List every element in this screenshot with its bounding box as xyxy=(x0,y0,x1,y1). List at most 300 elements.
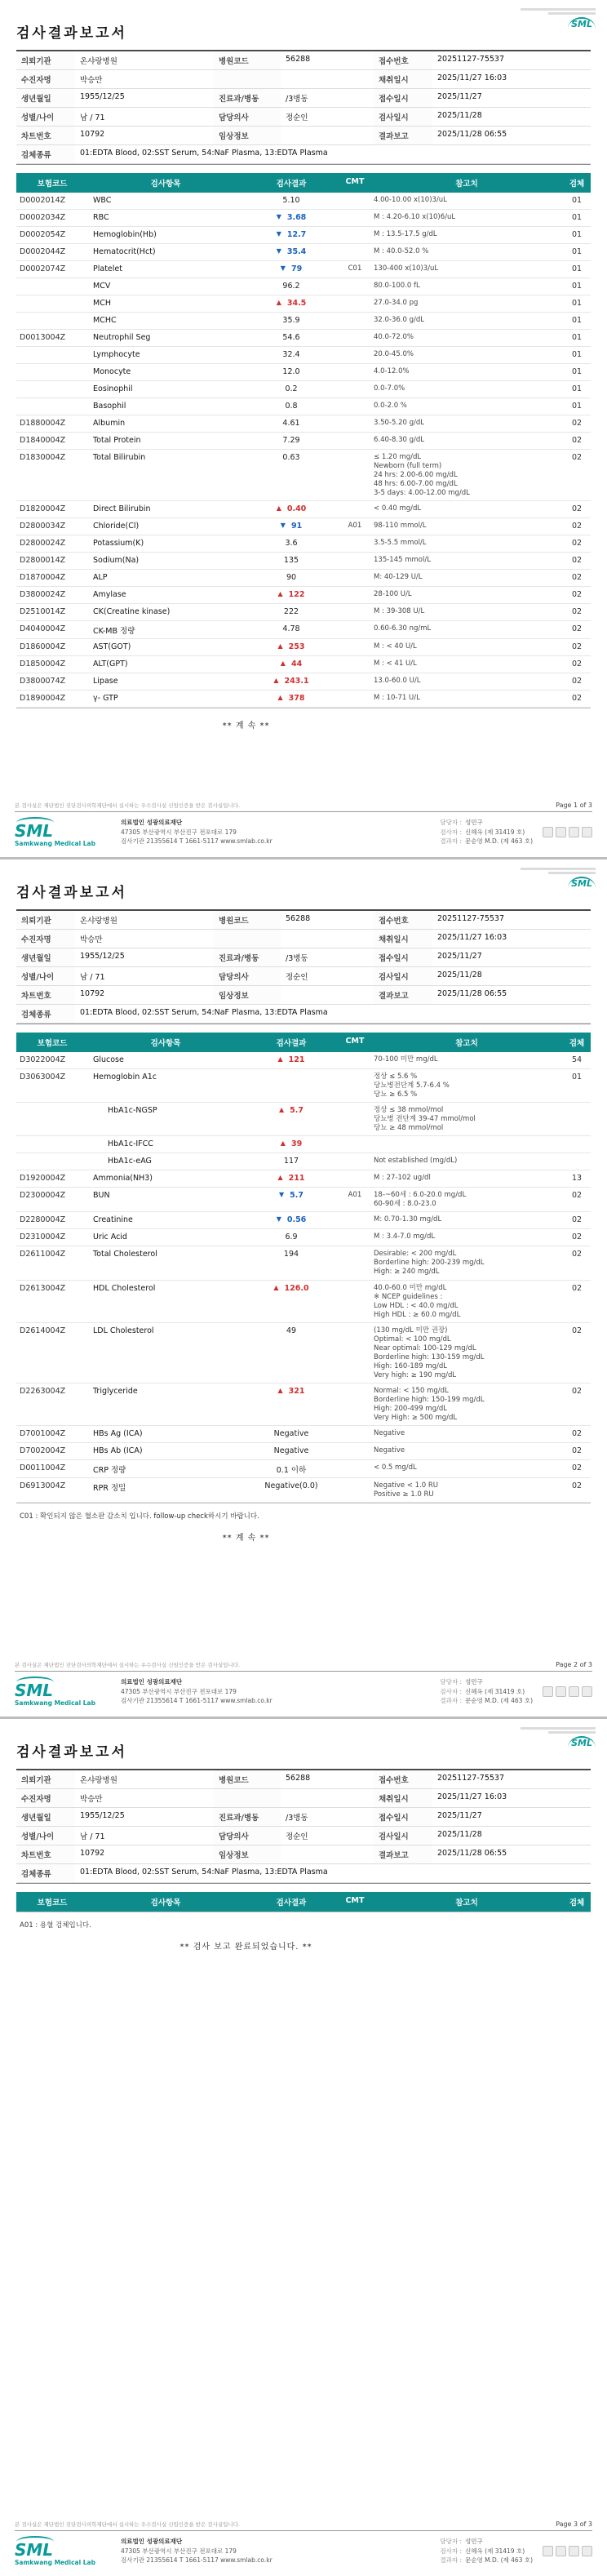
corner-block xyxy=(521,1725,596,1749)
cell-test-name: MCHC xyxy=(93,316,117,325)
info-label: 수진자명 xyxy=(16,1789,75,1808)
info-value: 1955/12/25 xyxy=(75,1808,214,1827)
reference-line: Negative xyxy=(374,1446,405,1455)
table-row xyxy=(16,1153,591,1170)
reference-line: 20.0-45.0% xyxy=(374,350,414,358)
cert-mark-icon xyxy=(582,2546,592,2556)
cell-insurance-code: D2613004Z xyxy=(20,1283,66,1293)
table-row xyxy=(16,381,591,398)
info-value: 10792 xyxy=(75,127,214,145)
result-value: 6.9 xyxy=(285,1232,298,1242)
certification-text: 본 검사실은 재단법인 진단검사의학재단에서 실시하는 우수검사실 신임인증을 받은 검사실입니다. xyxy=(15,2521,241,2528)
cell-result xyxy=(243,1463,339,1475)
flag-up-icon: ▲ xyxy=(276,299,281,306)
cell-specimen-code: 01 xyxy=(571,316,583,325)
page-title: 검사결과보고서 xyxy=(16,1744,127,1761)
staff-line xyxy=(440,828,533,837)
cell-insurance-code: D1830004Z xyxy=(20,453,66,462)
cell-specimen-code: 01 xyxy=(571,333,583,342)
sml-logo xyxy=(15,1677,111,1707)
cell-insurance-code: D2800034Z xyxy=(20,522,66,531)
reference-line: M: 40-129 U/L xyxy=(374,573,423,582)
info-label: 결과보고 xyxy=(374,127,432,145)
staff-line xyxy=(440,2537,533,2547)
cell-test-name: Ammonia(NH3) xyxy=(93,1174,153,1184)
cell-insurance-code: D2300004Z xyxy=(20,1191,66,1201)
cell-result xyxy=(243,1387,339,1396)
reference-line: High: 160-189 mg/dL xyxy=(374,1361,447,1370)
table-row xyxy=(16,398,591,415)
organization-name: 의료법인 성광의료재단 xyxy=(121,819,183,827)
staff-line xyxy=(440,1677,533,1687)
report-page xyxy=(0,1719,607,2576)
cell-specimen-code: 01 xyxy=(571,402,583,411)
cell-insurance-code: D2263004Z xyxy=(20,1386,66,1396)
cell-insurance-code: D3800024Z xyxy=(20,590,66,600)
reference-line: Low HDL : < 40.0 mg/dL xyxy=(374,1301,459,1310)
cell-specimen-code: 01 xyxy=(571,264,583,273)
info-value xyxy=(281,1789,374,1808)
table-row xyxy=(16,1069,591,1103)
page-footer xyxy=(15,1661,592,1707)
cell-specimen-code: 02 xyxy=(571,1232,583,1242)
cell-insurance-code: D2611004Z xyxy=(20,1250,66,1259)
reference-line: 28-100 U/L xyxy=(374,590,412,599)
info-value xyxy=(281,1845,374,1864)
info-value: 2025/11/28 xyxy=(432,967,591,986)
reference-line: M : 40.0-52.0 % xyxy=(374,247,429,255)
cell-reference xyxy=(370,316,563,325)
flag-down-icon: ▼ xyxy=(279,1191,285,1199)
column-header: 검체 xyxy=(569,1899,585,1908)
cell-test-name: ALT(GPT) xyxy=(93,660,128,669)
cell-test-name: Total Bilirubin xyxy=(93,453,146,462)
table-row xyxy=(16,1229,591,1246)
staff-line xyxy=(440,2547,533,2556)
cell-reference xyxy=(370,333,563,342)
reference-line: Newborn (full term) xyxy=(374,462,442,471)
info-value xyxy=(281,127,374,145)
table-row xyxy=(16,210,591,227)
cell-result xyxy=(243,1055,339,1064)
continuation-text: ** 계 속 ** xyxy=(222,722,270,731)
cell-insurance-code: D7001004Z xyxy=(20,1429,66,1439)
reference-line: M : 4.20-6.10 x(10)6/uL xyxy=(374,213,456,221)
cell-specimen-code: 01 xyxy=(571,299,583,308)
cell-insurance-code: D4040004Z xyxy=(20,624,66,634)
reference-line: 정상 ≤ 5.6 % xyxy=(374,1073,418,1081)
info-label: 차트번호 xyxy=(16,1845,75,1864)
info-label: 접수일시 xyxy=(374,89,432,108)
info-value xyxy=(281,930,374,948)
staff-label: 결과자 : xyxy=(440,837,463,846)
cell-reference xyxy=(370,1463,563,1472)
result-value: 49 xyxy=(286,1326,297,1335)
table-row xyxy=(16,621,591,639)
contact-line: 검사기관 21355614 T 1661-5117 www.smlab.co.kr xyxy=(121,2556,272,2565)
result-value: 3.6 xyxy=(285,539,298,549)
reference-line: 0.60-6.30 ng/mL xyxy=(374,624,432,633)
logo-text: SML xyxy=(15,1681,54,1700)
table-row xyxy=(16,1478,591,1503)
flag-up-icon: ▲ xyxy=(277,694,283,702)
result-value: 91 xyxy=(290,522,303,531)
flag-up-icon: ▲ xyxy=(277,1174,283,1182)
reference-line: 40.0-72.0% xyxy=(374,333,414,341)
cell-test-name: Albumin xyxy=(93,419,126,428)
info-label: 병원코드 xyxy=(214,1770,281,1789)
cert-row xyxy=(15,1661,592,1668)
reference-line: M : 3.4-7.0 mg/dL xyxy=(374,1232,436,1241)
cell-test-name: LDL Cholesterol xyxy=(93,1326,154,1335)
info-value: 1955/12/25 xyxy=(75,948,214,967)
cell-cmt: C01 xyxy=(348,264,362,273)
sml-mini-logo-icon: SML xyxy=(568,17,596,29)
certification-marks xyxy=(543,827,592,837)
column-header: 참고치 xyxy=(455,1039,478,1048)
staff-name: 신혜옥 (제 31419 호) xyxy=(465,828,525,836)
info-value: 정순인 xyxy=(281,1827,374,1845)
table-row xyxy=(16,1136,591,1153)
table-row xyxy=(16,313,591,330)
info-value: 10792 xyxy=(75,986,214,1005)
corner-fineprint xyxy=(548,872,596,874)
column-header: 검사항목 xyxy=(150,1899,181,1908)
cell-insurance-code: D3022004Z xyxy=(20,1055,66,1064)
footer-content xyxy=(15,1677,592,1707)
cell-test-name: Triglyceride xyxy=(93,1386,138,1396)
info-value: 온샤랑병원 xyxy=(75,51,214,70)
cell-insurance-code: D0002034Z xyxy=(20,213,66,222)
info-label: 임상정보 xyxy=(214,127,281,145)
info-value-specimen: 01:EDTA Blood, 02:SST Serum, 54:NaF Plasma, 13:EDTA Plasma xyxy=(75,1005,591,1024)
cert-mark-icon xyxy=(569,1686,579,1697)
info-value: 정순인 xyxy=(281,967,374,986)
info-value: 2025/11/28 06:55 xyxy=(432,1845,591,1864)
cell-result xyxy=(243,230,339,239)
reference-line: 당뇨병 전단계 39-47 mmol/mol xyxy=(374,1115,476,1124)
cell-test-name: CRP 정량 xyxy=(93,1466,126,1476)
info-value: 20251127-75537 xyxy=(432,1770,591,1789)
staff-label: 결과자 : xyxy=(440,1697,463,1705)
certification-text: 본 검사실은 재단법인 진단검사의학재단에서 실시하는 우수검사실 신임인증을 받은 검사실입니다. xyxy=(15,802,241,809)
info-label: 채취일시 xyxy=(374,930,432,948)
result-value: 96.2 xyxy=(282,282,300,291)
reference-line: Negative xyxy=(374,1429,405,1438)
page-title: 검사결과보고서 xyxy=(16,885,127,901)
reference-line: Borderline high: 130-159 mg/dL xyxy=(374,1352,485,1361)
cell-result xyxy=(243,694,339,703)
organization-name: 의료법인 성광의료재단 xyxy=(121,1678,183,1686)
cell-test-name: AST(GOT) xyxy=(93,642,131,652)
cell-result xyxy=(243,1326,339,1335)
cert-mark-icon xyxy=(556,827,566,837)
page-footer xyxy=(15,2520,592,2566)
info-label: 성별/나이 xyxy=(16,1827,75,1845)
address-line: 47305 부산광역시 부산진구 전포대로 179 xyxy=(121,2547,237,2555)
cell-result xyxy=(243,1215,339,1224)
reference-line: Very high: ≥ 190 mg/dL xyxy=(374,1370,457,1379)
cell-test-name: Lipase xyxy=(93,677,118,686)
cell-test-name: CK(Creatine kinase) xyxy=(93,607,171,617)
reference-line: 0.0-7.0% xyxy=(374,384,405,393)
reference-line: 13.0-60.0 U/L xyxy=(374,677,421,686)
column-header: CMT xyxy=(345,177,365,186)
info-value: 2025/11/27 xyxy=(432,89,591,108)
cell-specimen-code: 02 xyxy=(571,1463,583,1473)
cell-insurance-code: D1890004Z xyxy=(20,694,66,704)
cell-reference xyxy=(370,590,563,599)
result-value: 3.68 xyxy=(286,213,307,222)
table-row xyxy=(16,535,591,553)
staff-label: 검사자 : xyxy=(440,2547,463,2555)
info-value xyxy=(281,70,374,89)
table-row xyxy=(16,227,591,244)
result-value: 126.0 xyxy=(284,1283,309,1293)
reference-line: Not established (mg/dL) xyxy=(374,1157,458,1166)
cell-test-name: Potassium(K) xyxy=(93,539,144,549)
reference-line: M : < 40 U/L xyxy=(374,642,417,651)
result-value: 7.29 xyxy=(282,436,300,445)
footer-address xyxy=(121,818,430,846)
cell-specimen-code: 02 xyxy=(571,1250,583,1259)
table-row xyxy=(16,1188,591,1212)
column-header: 참고치 xyxy=(455,180,478,189)
table-row xyxy=(16,1426,591,1443)
info-label: 생년월일 xyxy=(16,89,75,108)
reference-line: 정상 ≤ 38 mmol/mol xyxy=(374,1106,444,1115)
cell-test-name: HbA1c-NGSP xyxy=(108,1106,157,1116)
results-table xyxy=(16,1033,591,1503)
cell-specimen-code: 02 xyxy=(571,590,583,600)
table-row xyxy=(16,261,591,278)
result-value: 135 xyxy=(283,556,299,566)
table-row xyxy=(16,1460,591,1478)
report-page xyxy=(0,859,607,1717)
result-value: 54.6 xyxy=(282,333,300,342)
logo-subtext: Samkwang Medical Lab xyxy=(15,2559,95,2566)
cell-test-name: Lymphocyte xyxy=(93,350,140,359)
cell-reference xyxy=(370,384,563,393)
cell-reference xyxy=(370,504,563,513)
result-value: 4.78 xyxy=(282,624,300,634)
table-row xyxy=(16,295,591,313)
reference-line: 130-400 x(10)3/uL xyxy=(374,264,439,273)
staff-line xyxy=(440,1696,533,1706)
flag-down-icon: ▼ xyxy=(280,264,286,272)
footer-divider xyxy=(15,2530,592,2531)
cell-specimen-code: 01 xyxy=(571,1073,583,1081)
cell-test-name: HbA1c-eAG xyxy=(108,1157,152,1166)
cell-test-name: Direct Bilirubin xyxy=(93,504,151,514)
cell-test-name: RBC xyxy=(93,213,109,222)
result-value: 44 xyxy=(290,660,303,669)
cell-reference xyxy=(370,1106,563,1133)
reference-line: 4.00-10.00 x(10)3/uL xyxy=(374,196,447,204)
result-value: 243.1 xyxy=(284,677,309,686)
reference-line: 18-~60세 : 6.0-20.0 mg/dL xyxy=(374,1191,467,1200)
info-label: 진료과/병동 xyxy=(214,948,281,967)
cell-insurance-code: D1920004Z xyxy=(20,1174,66,1184)
reference-line: 98-110 mmol/L xyxy=(374,522,427,531)
footer-staff xyxy=(440,818,533,846)
info-value: 20251127-75537 xyxy=(432,911,591,930)
cell-specimen-code: 01 xyxy=(571,384,583,393)
staff-line xyxy=(440,2556,533,2565)
cell-insurance-code: D1860004Z xyxy=(20,642,66,652)
cell-specimen-code: 54 xyxy=(571,1055,583,1064)
result-value: 211 xyxy=(288,1174,305,1184)
info-label: 수진자명 xyxy=(16,70,75,89)
footer-staff xyxy=(440,1677,533,1706)
reference-line: ≤ 1.20 mg/dL xyxy=(374,453,422,461)
column-header: 참고치 xyxy=(455,1899,478,1908)
page-number: Page 2 of 3 xyxy=(556,1661,592,1668)
table-row xyxy=(16,1323,591,1383)
cell-reference xyxy=(370,1191,563,1209)
corner-fineprint xyxy=(521,868,596,870)
cell-insurance-code: D0002074Z xyxy=(20,264,66,273)
reference-line: ※ NCEP guidelines : xyxy=(374,1292,443,1301)
cell-specimen-code: 01 xyxy=(571,350,583,359)
corner-fineprint xyxy=(521,1727,596,1730)
cell-test-name: HBs Ag (ICA) xyxy=(93,1429,143,1439)
reference-line: Optimal: < 100 mg/dL xyxy=(374,1335,451,1344)
cell-result xyxy=(243,1157,339,1166)
cell-insurance-code: D0011004Z xyxy=(20,1463,66,1473)
staff-name: 성민구 xyxy=(465,2538,483,2546)
flag-up-icon: ▲ xyxy=(277,1386,283,1394)
cell-test-name: WBC xyxy=(93,196,112,205)
cell-reference xyxy=(370,1174,563,1183)
cert-mark-icon xyxy=(582,1686,592,1697)
table-row xyxy=(16,1212,591,1229)
cell-result xyxy=(243,1429,339,1438)
cell-reference xyxy=(370,350,563,359)
result-value: 5.7 xyxy=(290,1106,304,1116)
cell-result xyxy=(243,213,339,222)
info-value: 2025/11/27 xyxy=(432,1808,591,1827)
cell-reference xyxy=(370,660,563,668)
table-row xyxy=(16,1443,591,1460)
info-label: 의뢰기관 xyxy=(16,911,75,930)
sml-mini-logo-icon: SML xyxy=(568,1736,596,1748)
info-value: 남 / 71 xyxy=(75,967,214,986)
cert-mark-icon xyxy=(569,827,579,837)
reference-line: 4.0-12.0% xyxy=(374,367,410,375)
column-header: 보험코드 xyxy=(37,1039,68,1048)
cell-reference xyxy=(370,642,563,651)
result-value: 0.2 xyxy=(285,384,298,393)
table-row xyxy=(16,347,591,364)
cell-reference xyxy=(370,1215,563,1224)
cell-reference xyxy=(370,1055,563,1064)
cell-result xyxy=(243,642,339,651)
result-value: 378 xyxy=(288,694,305,704)
info-value: 2025/11/27 16:03 xyxy=(432,70,591,89)
continuation-text: ** 계 속 ** xyxy=(222,1534,270,1543)
reference-line: M : 10-71 U/L xyxy=(374,694,420,703)
certification-text: 본 검사실은 재단법인 진단검사의학재단에서 실시하는 우수검사실 신임인증을 받은 검사실입니다. xyxy=(15,1662,241,1668)
cell-reference xyxy=(370,367,563,376)
result-value: 5.10 xyxy=(282,196,300,205)
cell-reference xyxy=(370,1232,563,1241)
page-title: 검사결과보고서 xyxy=(16,25,127,42)
info-value: /3병동 xyxy=(281,948,374,967)
cell-test-name: BUN xyxy=(93,1191,110,1201)
staff-label: 담당자 : xyxy=(440,819,463,827)
cell-insurance-code: D1880004Z xyxy=(20,419,66,428)
info-label: 접수일시 xyxy=(374,948,432,967)
result-value: 79 xyxy=(290,264,303,273)
certification-marks xyxy=(543,2546,592,2556)
reference-line: 27.0-34.0 pg xyxy=(374,299,419,307)
info-label-specimen: 검체종류 xyxy=(16,1005,75,1024)
cell-result xyxy=(243,677,339,686)
info-label: 담당의사 xyxy=(214,108,281,127)
table-row xyxy=(16,1103,591,1136)
cell-specimen-code: 01 xyxy=(571,213,583,222)
table-row xyxy=(16,604,591,621)
info-value: 2025/11/27 16:03 xyxy=(432,1789,591,1808)
cell-result xyxy=(243,436,339,445)
cell-specimen-code: 02 xyxy=(571,1429,583,1439)
cell-reference xyxy=(370,1157,563,1166)
info-label: 검사일시 xyxy=(374,1827,432,1845)
result-value: 321 xyxy=(288,1386,305,1396)
result-value: 0.1 이하 xyxy=(276,1466,307,1476)
results-header-row xyxy=(16,173,591,193)
continuation-text: ** 검사 보고 완료되었습니다. ** xyxy=(179,1943,312,1952)
cell-result xyxy=(243,573,339,582)
cell-test-name: MCH xyxy=(93,299,111,308)
patient-info-table xyxy=(16,909,591,1024)
staff-label: 담당자 : xyxy=(440,2538,463,2546)
result-value: 121 xyxy=(288,1055,305,1064)
info-label: 채취일시 xyxy=(374,70,432,89)
info-label xyxy=(214,1789,281,1808)
reference-line: 48 hrs: 6.00-7.00 mg/dL xyxy=(374,480,458,489)
cert-mark-icon xyxy=(543,2546,553,2556)
reference-line: 당뇨병전단계 5.7-6.4 % xyxy=(374,1081,450,1090)
footer-address xyxy=(121,1677,430,1706)
flag-up-icon: ▲ xyxy=(276,504,281,513)
result-value: 4.61 xyxy=(282,419,300,428)
table-row xyxy=(16,570,591,587)
info-label: 생년월일 xyxy=(16,1808,75,1827)
reference-line: 80.0-100.0 fL xyxy=(374,282,420,290)
result-value: 253 xyxy=(288,642,305,652)
sml-logo xyxy=(15,817,111,847)
cell-specimen-code: 02 xyxy=(571,677,583,686)
cell-reference xyxy=(370,436,563,445)
result-value: 12.7 xyxy=(286,230,307,239)
results-header-row xyxy=(16,1892,591,1912)
cell-specimen-code: 02 xyxy=(571,694,583,704)
info-label: 검사일시 xyxy=(374,108,432,127)
cell-insurance-code: D0013004Z xyxy=(20,333,66,342)
info-value: /3병동 xyxy=(281,89,374,108)
address-line: 47305 부산광역시 부산진구 전포대로 179 xyxy=(121,828,237,836)
result-value: Negative(0.0) xyxy=(264,1481,318,1491)
staff-name: 신혜옥 (제 31419 호) xyxy=(465,2547,525,2555)
staff-name: 신혜옥 (제 31419 호) xyxy=(465,1687,525,1695)
table-row xyxy=(16,1383,591,1426)
cell-test-name: CK-MB 정량 xyxy=(93,627,135,637)
cell-specimen-code: 02 xyxy=(571,504,583,514)
cell-test-name: Chloride(Cl) xyxy=(93,522,140,531)
cell-result xyxy=(243,590,339,599)
